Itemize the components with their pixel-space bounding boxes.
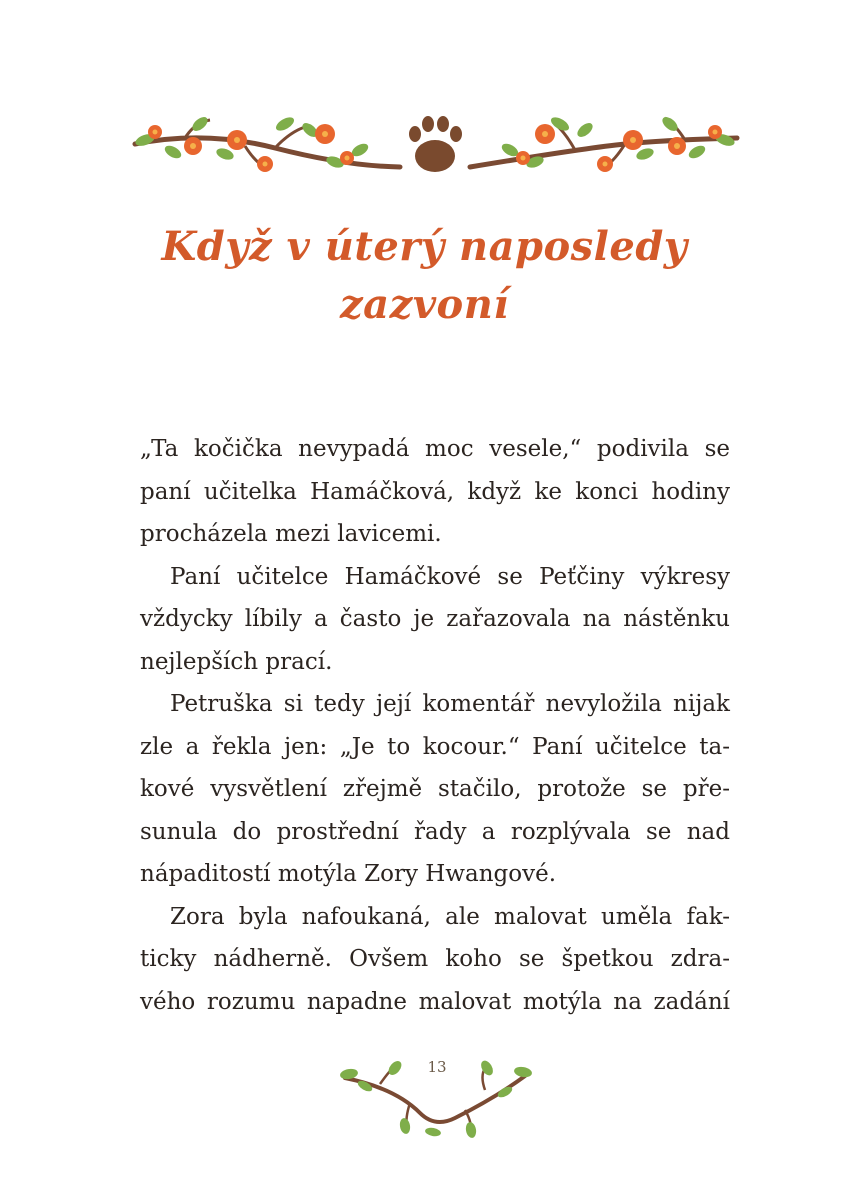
text-line: ticky nádherně. Ovšem koho se špetkou zdra- xyxy=(140,946,730,972)
right-branch-icon xyxy=(470,114,737,172)
text-line: sunula do prostřední řady a rozplývala se nad xyxy=(140,818,730,845)
text-line: nejlepších prací. xyxy=(140,648,333,675)
text-line: zle a řekla jen: „Je to kocour.“ Paní učitelce ta- xyxy=(140,733,730,760)
text-line: Paní učitelce Hamáčkové se Peťčiny výkresy xyxy=(170,563,730,590)
body-text xyxy=(140,428,730,1023)
chapter-title-line-2: zazvoní xyxy=(339,281,510,328)
text-line: procházela mezi lavicemi. xyxy=(140,521,442,547)
text-line: „Ta kočička nevypadá moc vesele,“ podivila se xyxy=(140,436,730,462)
floral-branch-ornament-top xyxy=(125,112,745,182)
text-line: vého rozumu napadne malovat motýla na zadání xyxy=(140,988,730,1015)
text-line: nápaditostí motýla Zory Hwangové. xyxy=(140,861,556,887)
text-line: Zora byla nafoukaná, ale malovat uměla fak- xyxy=(170,903,730,930)
text-line: vždycky líbily a často je zařazovala na nástěnku xyxy=(140,606,730,632)
page-number: 13 xyxy=(427,1058,447,1076)
text-line: Petruška si tedy její komentář nevyložila nijak xyxy=(170,691,730,717)
chapter-title xyxy=(0,218,849,334)
text-line: paní učitelka Hamáčková, když ke konci hodiny xyxy=(140,478,730,505)
text-line: kové vysvětlení zřejmě stačilo, protože se pře- xyxy=(140,776,730,802)
paw-print-icon xyxy=(409,116,462,172)
chapter-title-line-1: Když v úterý naposledy xyxy=(161,223,688,270)
left-branch-icon xyxy=(134,114,400,172)
